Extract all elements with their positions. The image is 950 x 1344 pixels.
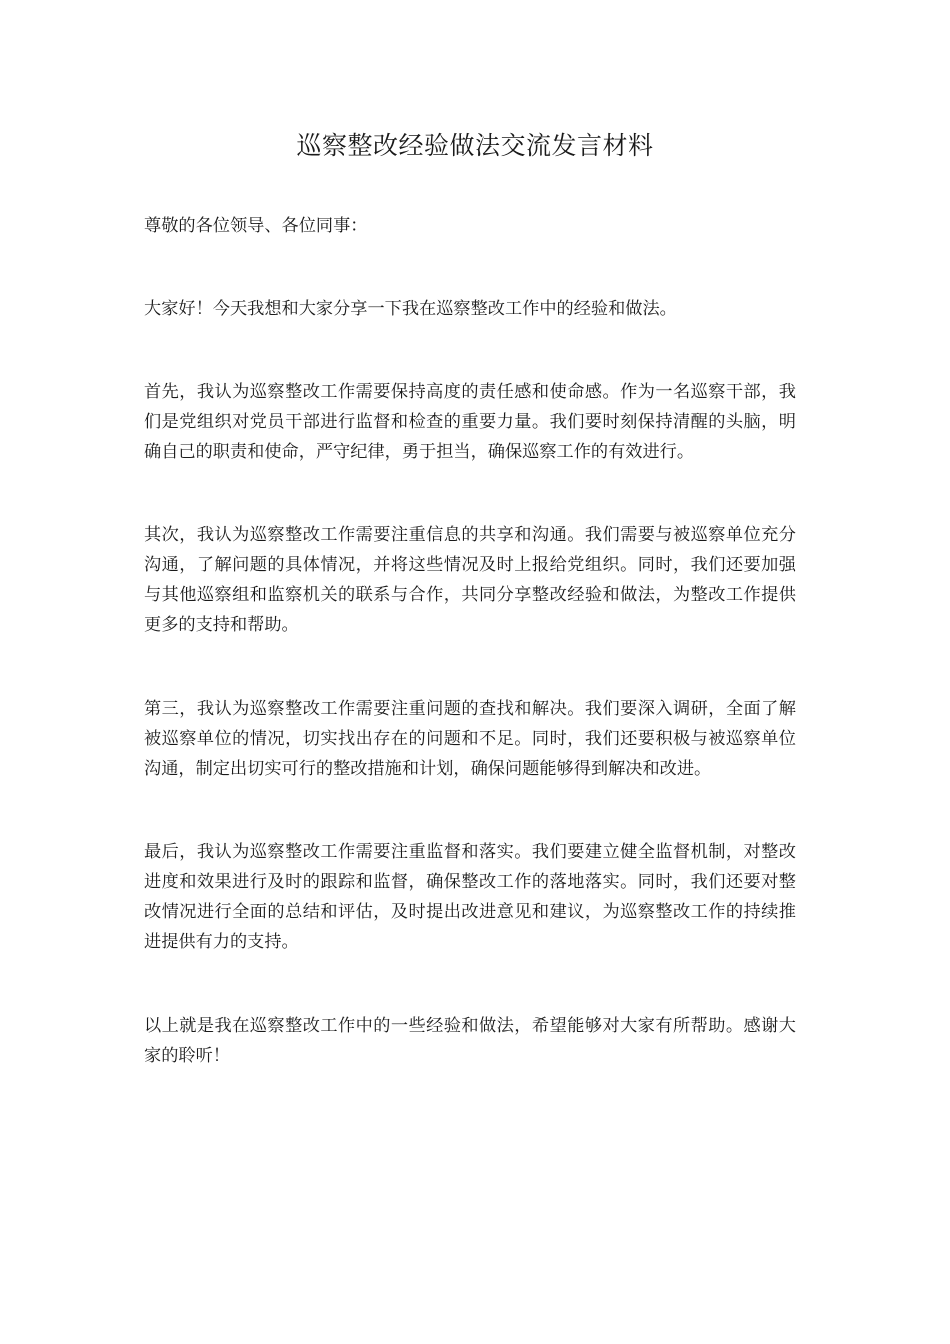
paragraph-second: 其次，我认为巡察整改工作需要注重信息的共享和沟通。我们需要与被巡察单位充分沟通，了解问题的具体情况，并将这些情况及时上报给党组织。同时，我们还要加强与其他巡察组和监察机关的联系与合作，共同分享整改经验和做法，为整改工作提供更多的支持和帮助。 xyxy=(144,525,796,635)
paragraph-last: 最后，我认为巡察整改工作需要注重监督和落实。我们要建立健全监督机制，对整改进度和效果进行及时的跟踪和监督，确保整改工作的落地落实。同时，我们还要对整改情况进行全面的总结和评估，及时提出改进意见和建议，为巡察整改工作的持续推进提供有力的支持。 xyxy=(144,842,796,952)
paragraph-greeting: 大家好！今天我想和大家分享一下我在巡察整改工作中的经验和做法。 xyxy=(144,299,677,319)
document-title: 巡察整改经验做法交流发言材料 xyxy=(296,131,654,160)
paragraph-third: 第三，我认为巡察整改工作需要注重问题的查找和解决。我们要深入调研，全面了解被巡察单位的情况，切实找出存在的问题和不足。同时，我们还要积极与被巡察单位沟通，制定出切实可行的整改措施和计划，确保问题能够得到解决和改进。 xyxy=(144,699,796,779)
paragraph-first: 首先，我认为巡察整改工作需要保持高度的责任感和使命感。作为一名巡察干部，我们是党组织对党员干部进行监督和检查的重要力量。我们要时刻保持清醒的头脑，明确自己的职责和使命，严守纪律，勇于担当，确保巡察工作的有效进行。 xyxy=(144,382,796,462)
salutation: 尊敬的各位领导、各位同事： xyxy=(144,216,368,236)
paragraph-closing: 以上就是我在巡察整改工作中的一些经验和做法，希望能够对大家有所帮助。感谢大家的聆听！ xyxy=(144,1016,796,1066)
